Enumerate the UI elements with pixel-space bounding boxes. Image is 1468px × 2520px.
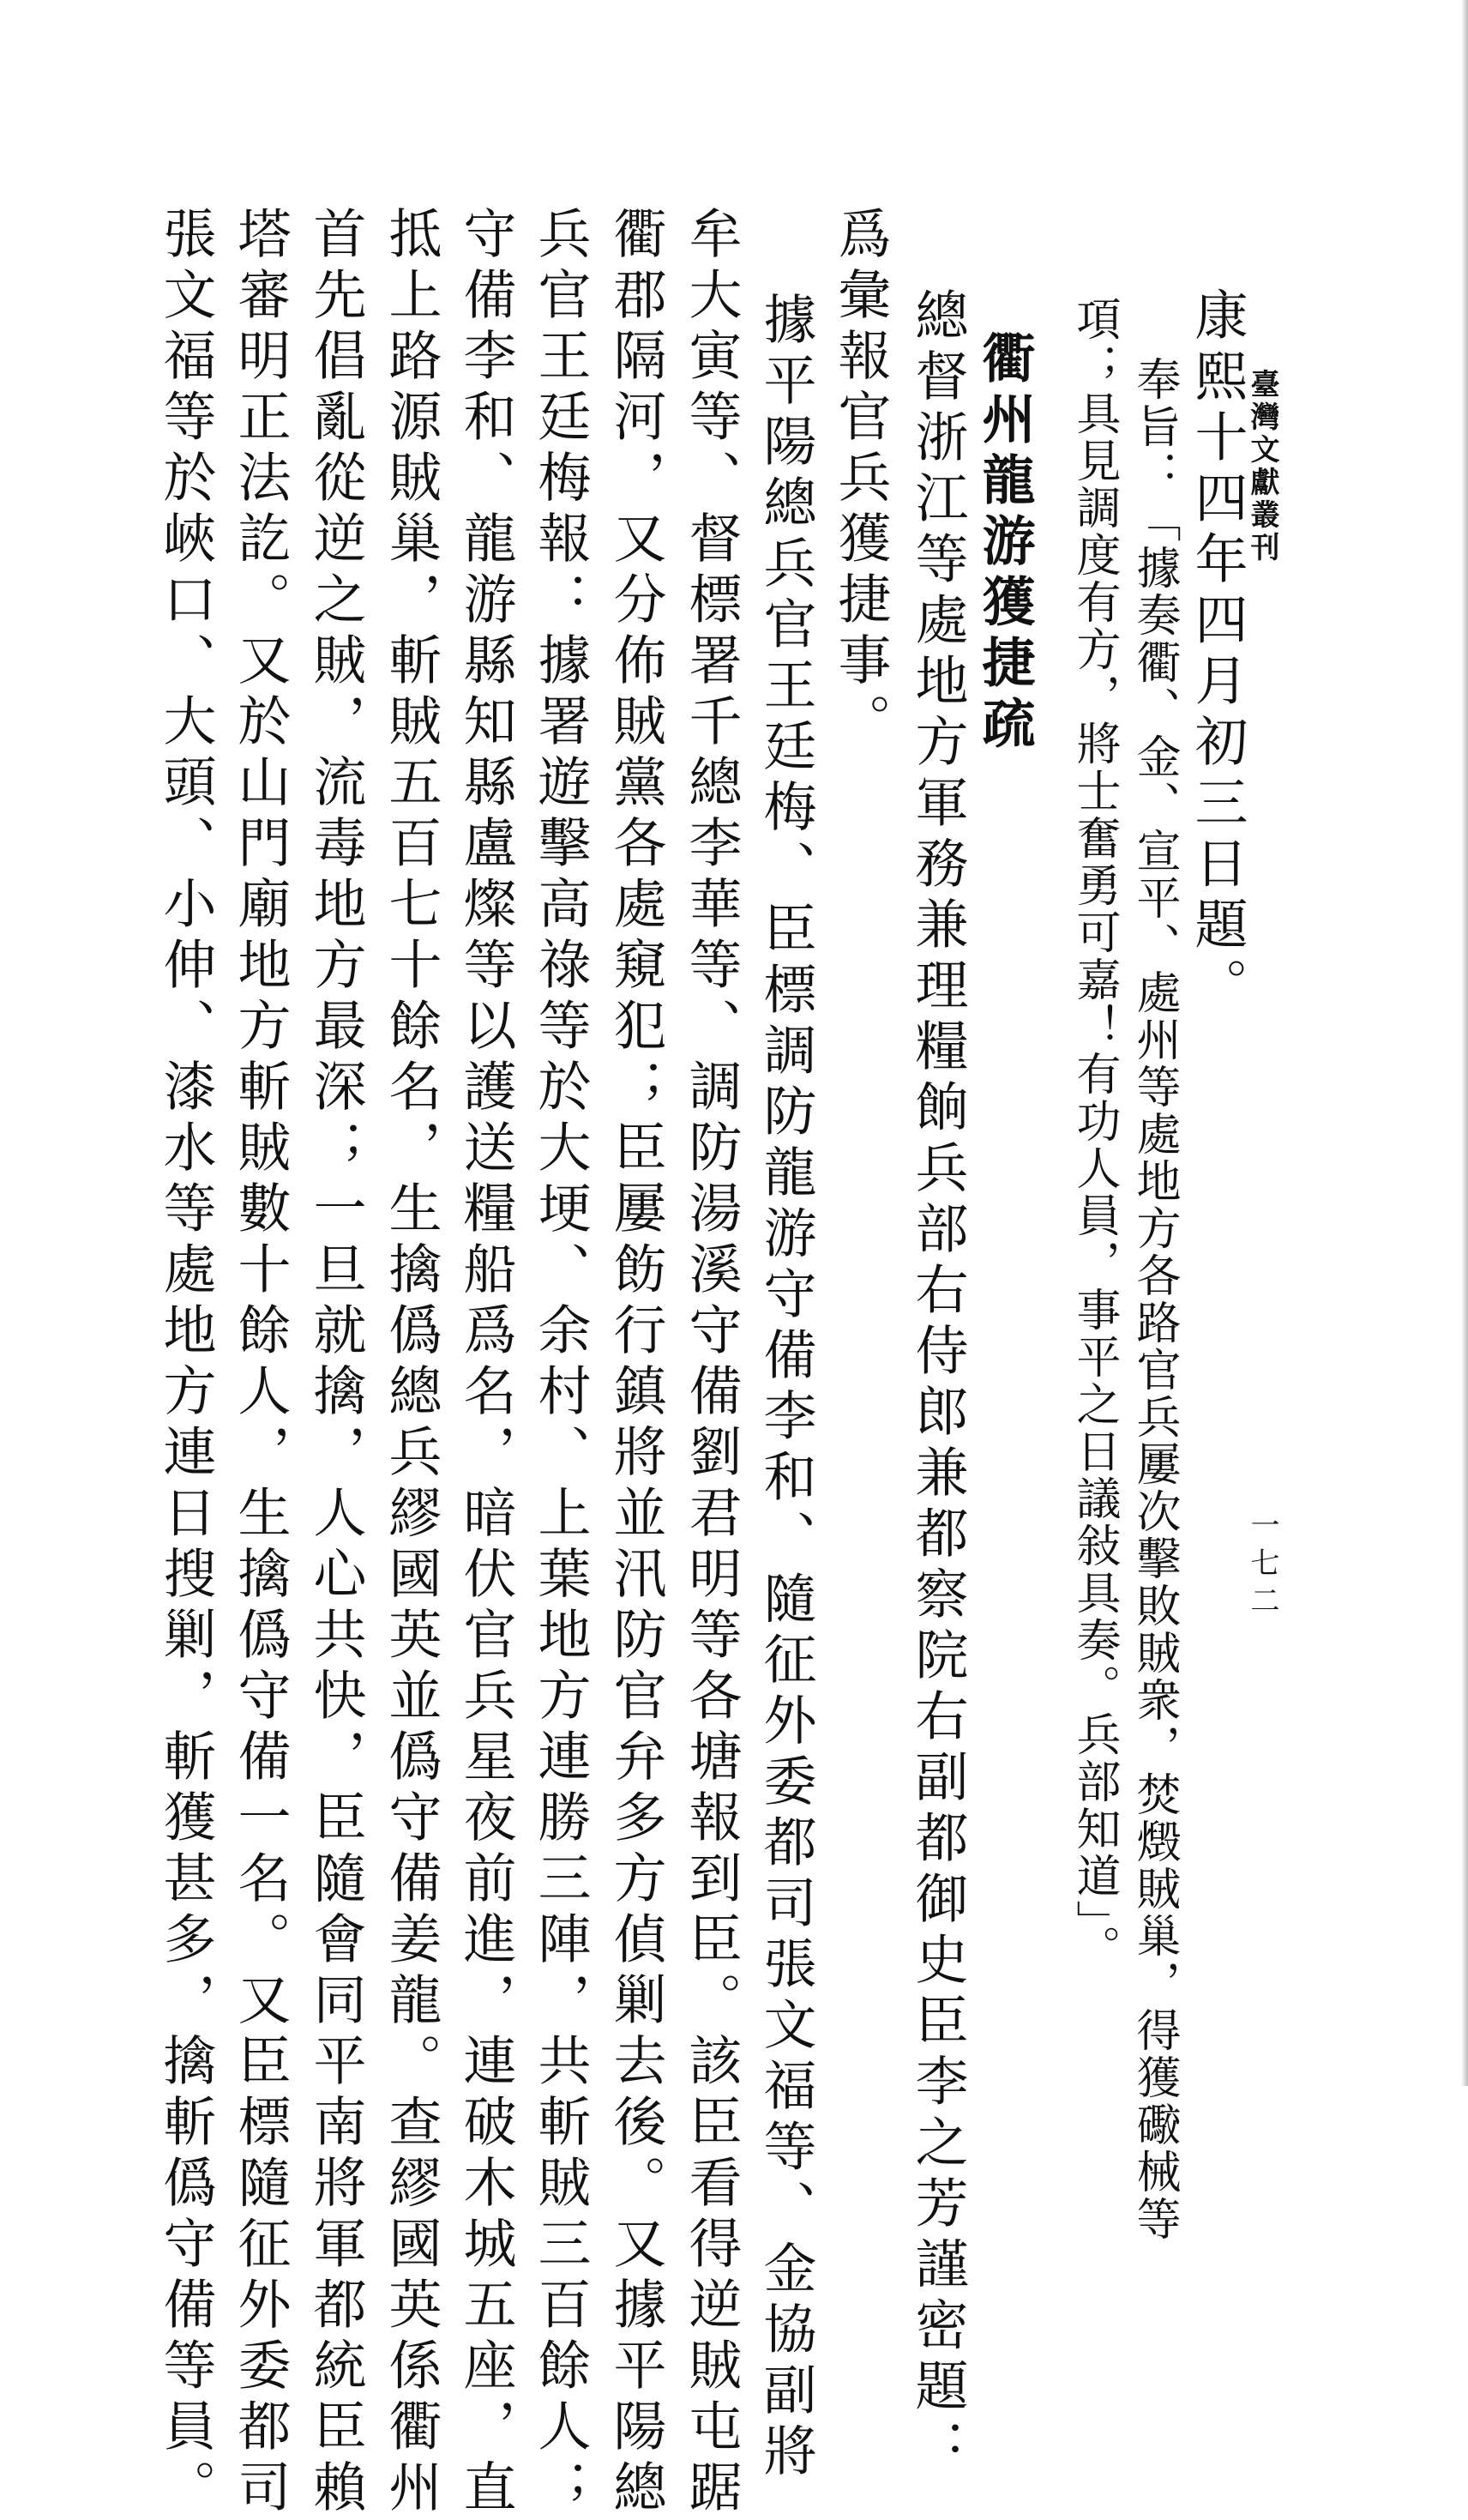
section-title: 衢州龍游獲捷疏 xyxy=(973,330,1036,757)
page-number: 一七二 xyxy=(1245,1510,1279,1623)
body-line-5: 守備李和、龍游縣知縣盧燦等以護送糧船爲名，暗伏官兵星夜前進，連破木城五座，直 xyxy=(454,206,517,2520)
subject-line: 爲彙報官兵獲捷事。 xyxy=(829,206,892,754)
body-line-6: 抵上路源賊巢，斬賊五百七十餘名，生擒僞總兵繆國英並僞守備姜龍。查繆國英係衢州 xyxy=(380,206,442,2520)
book-title: 臺灣文獻叢刊 xyxy=(1245,369,1279,564)
date-line: 康熙十四年四月初三日題。 xyxy=(1186,287,1248,1018)
body-line-8: 塔審明正法訖。又於山門廟地方斬賊數十餘人，生擒僞守備一名。又臣標隨征外委都司 xyxy=(229,206,292,2520)
edict-line-2: 項；具見調度有方，將士奮勇可嘉！有功人員，事平之日議敍具奏。兵部知道」。 xyxy=(1068,296,1120,1972)
edict-line-1: 奉旨：「據奏衢、金、宣平、處州等處地方各路官兵屢次擊敗賊衆，焚燬賊巢，得獲礮械等 xyxy=(1128,356,1180,2243)
body-line-4: 兵官王廷梅報：據署遊擊高祿等於大埂、余村、上葉地方連勝三陣，共斬賊三百餘人； xyxy=(529,206,592,2520)
body-line-1: 據平陽總兵官王廷梅、臣標調防龍游守備李和、隨征外委都司張文福等、金協副將 xyxy=(755,292,817,2484)
official-title-line: 總督浙江等處地方軍務兼理糧餉兵部右侍郎兼都察院右副都御史臣李之芳謹密題： xyxy=(906,287,969,2480)
body-line-3: 衢郡隔河，又分佈賊黨各處窺犯；臣屢飭行鎮將並汛防官弁多方偵剿去後。又據平陽總 xyxy=(605,206,667,2520)
body-line-9: 張文福等於峽口、大頭、小伸、漆水等處地方連日搜剿，斬獲甚多，擒斬僞守備等員。 xyxy=(154,206,217,2520)
body-line-2: 牟大寅等、督標署千總李華等、調防湯溪守備劉君明等各塘報到臣。該臣看得逆賊屯踞 xyxy=(680,206,743,2520)
scan-edge xyxy=(1461,0,1468,2086)
body-line-7: 首先倡亂從逆之賊，流毒地方最深；一旦就擒，人心共快，臣隨會同平南將軍都統臣賴 xyxy=(304,206,367,2520)
text-body xyxy=(129,0,1248,2520)
